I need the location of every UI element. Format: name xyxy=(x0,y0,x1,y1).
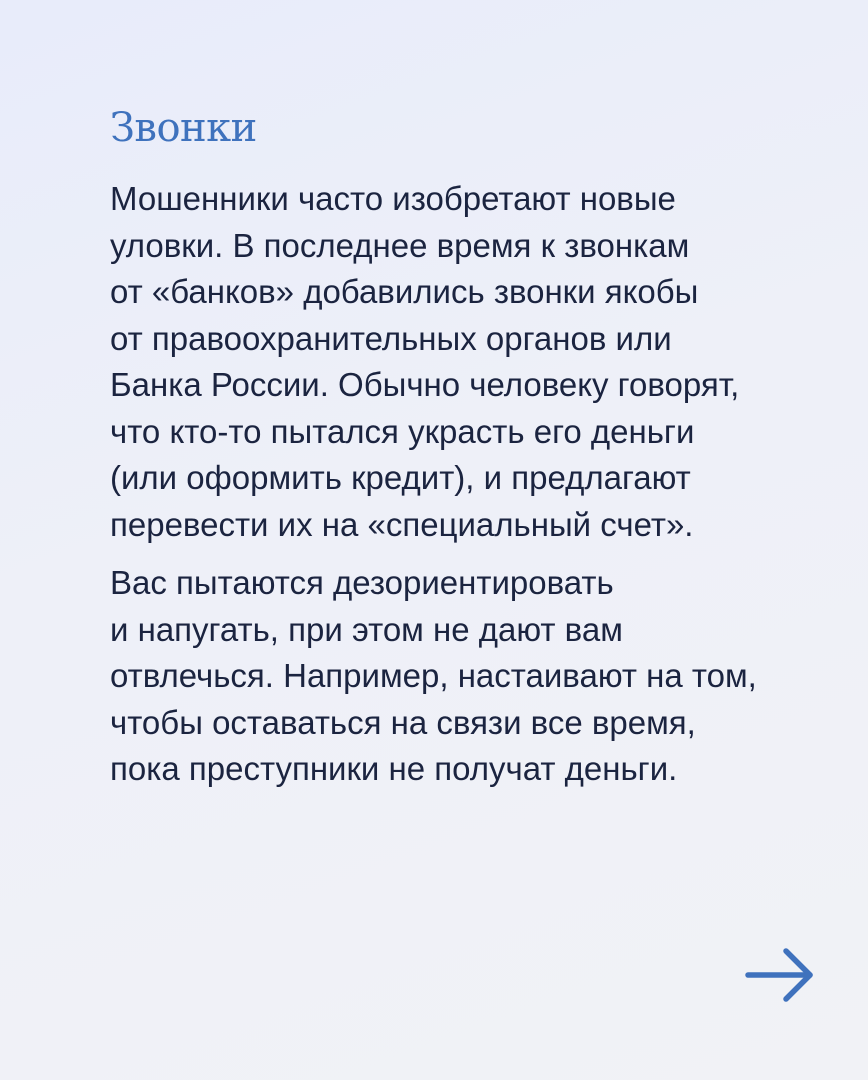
text-line: и напугать, при этом не дают вам xyxy=(110,610,623,648)
text-line: Вас пытаются дезориентировать xyxy=(110,564,614,601)
text-line: уловки. В последнее время к звонкам xyxy=(110,226,690,264)
text-line: Банка России. Обычно человеку говорят, xyxy=(110,366,740,403)
text-line: пока преступники не получат деньги. xyxy=(110,750,678,787)
text-line: отвлечься. Например, настаивают на том, xyxy=(110,657,757,694)
arrow-right-icon xyxy=(742,944,818,1006)
text-line: что кто-то пытался украсть его деньги xyxy=(110,412,695,450)
paragraph-1 xyxy=(110,176,850,548)
text-line: (или оформить кредит), и предлагают xyxy=(110,459,691,496)
paragraph-2 xyxy=(110,560,850,793)
text-line: от «банков» добавились звонки якобы xyxy=(110,273,699,310)
text-line: от правоохранительных органов или xyxy=(110,319,672,357)
slide-title: Звонки xyxy=(110,105,257,151)
text-line: Мошенники часто изобретают новые xyxy=(110,180,676,217)
text-line: перевести их на «специальный счет». xyxy=(110,505,694,543)
next-button[interactable] xyxy=(742,944,818,1006)
text-line: чтобы оставаться на связи все время, xyxy=(110,703,696,741)
